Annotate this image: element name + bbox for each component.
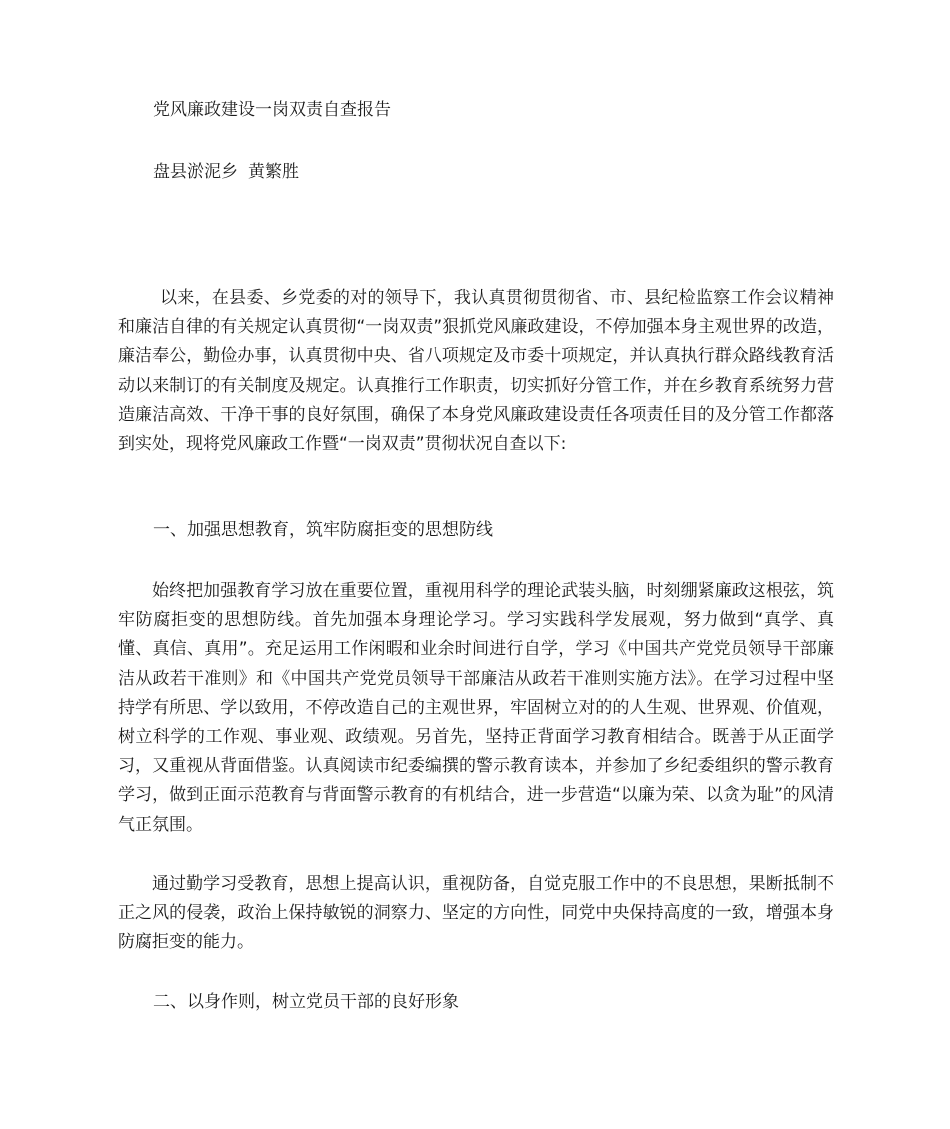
author-place: 盘县淤泥乡 <box>153 162 238 182</box>
section-heading-1: 一、加强思想教育，筑牢防腐拒变的思想防线 <box>153 520 493 540</box>
section-heading-2: 二、以身作则，树立党员干部的良好形象 <box>153 992 459 1012</box>
body-paragraph-study: 始终把加强教育学习放在重要位置，重视用科学的理论武装头脑，时刻绷紧廉政这根弦，筑牢防腐拒变的思想防线。首先加强本身理论学习。学习实践科学发展观，努力做到“真学、真懂、真信、真用”。充足运用工作闲暇和业余时间进行自学，学习《中国共产党党员领导干部廉洁从政若干准则》和《中国共产党党员领导干部廉洁从政若干准则实施方法》。在学习过程中坚持学有所思、学以致用，不停改造自己的主观世界，牢固树立对的的人生观、世界观、价值观，树立科学的工作观、事业观、政绩观。另首先，坚持正背面学习教育相结合。既善于从正面学习，又重视从背面借鉴。认真阅读市纪委编撰的警示教育读本，并参加了乡纪委组织的警示教育学习，做到正面示范教育与背面警示教育的有机结合，进一步营造“以廉为荣、以贪为耻”的风清气正氛围。 <box>118 581 834 835</box>
intro-paragraph: 以来，在县委、乡党委的对的领导下，我认真贯彻贯彻省、市、县纪检监察工作会议精神和廉洁自律的有关规定认真贯彻“一岗双责”狠抓党风廉政建设，不停加强本身主观世界的改造，廉洁奉公，勤俭办事，认真贯彻中央、省八项规定及市委十项规定，并认真执行群众路线教育活动以来制订的有关制度及规定。认真推行工作职责，切实抓好分管工作，并在乡教育系统努力营造廉洁高效、干净干事的良好氛围，确保了本身党风廉政建设责任各项责任目的及分管工作都落到实处，现将党风廉政工作暨“一岗双责”贯彻状况自查以下: <box>118 288 834 455</box>
body-paragraph-summary: 通过勤学习受教育，思想上提高认识，重视防备，自觉克服工作中的不良思想，果断抵制不正之风的侵袭，政治上保持敏锐的洞察力、坚定的方向性，同党中央保持高度的一致，增强本身防腐拒变的能力。 <box>118 874 834 953</box>
author-name: 黄繁胜 <box>248 162 299 182</box>
author-line <box>153 160 299 184</box>
document-title: 党风廉政建设一岗双责自查报告 <box>153 100 391 120</box>
